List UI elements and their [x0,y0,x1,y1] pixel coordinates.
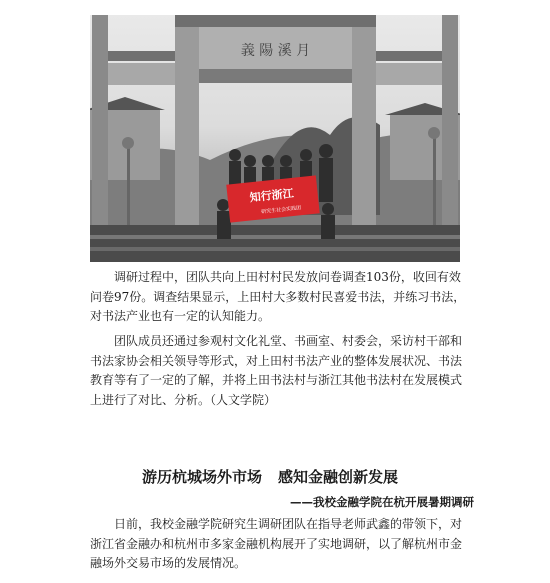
gate-inscription: 義 陽 溪 月 [240,43,311,59]
paragraph-visits: 团队成员还通过参观村文化礼堂、书画室、村委会，采访村干部和书法家协会相关领导等形式，对上田村书法产业的整体发展状况、书法教育等有了一定的了解，并将上田书法村与浙江其他书法村在发展模式上进行了对比、分析。（人文学院） [90,334,463,407]
gate-pillar [92,15,108,240]
paragraph-research: 日前，我校金融学院研究生调研团队在指导老师武鑫的带领下，对浙江省金融办和杭州市多家金融机构展开了实地调研，以了解杭州市金融场外交易市场的发展情况。 [90,517,463,570]
article-subtitle: ——我校金融学院在杭开展暑期调研 [290,495,474,509]
group-photo [90,15,460,262]
gate-pillar [175,15,199,240]
gate-pillar [442,15,458,240]
stone-steps [90,225,460,262]
banner-text: 知行浙江 [249,186,295,205]
article-title-part2: 感知金融创新发展 [278,468,399,486]
group-photo-illustration [90,15,460,262]
banner-subtext: 研究生社会实践团 [261,205,302,216]
paragraph-survey: 调研过程中，团队共向上田村村民发放问卷调查103份，收回有效问卷97份。调查结果显示，上田村大多数村民喜爱书法，并练习书法，对书法产业也有一定的认知能力。 [90,270,466,323]
gate-pillar [352,15,376,240]
article-title [80,466,460,487]
article-title-part1: 游历杭城场外市场 [141,468,262,486]
